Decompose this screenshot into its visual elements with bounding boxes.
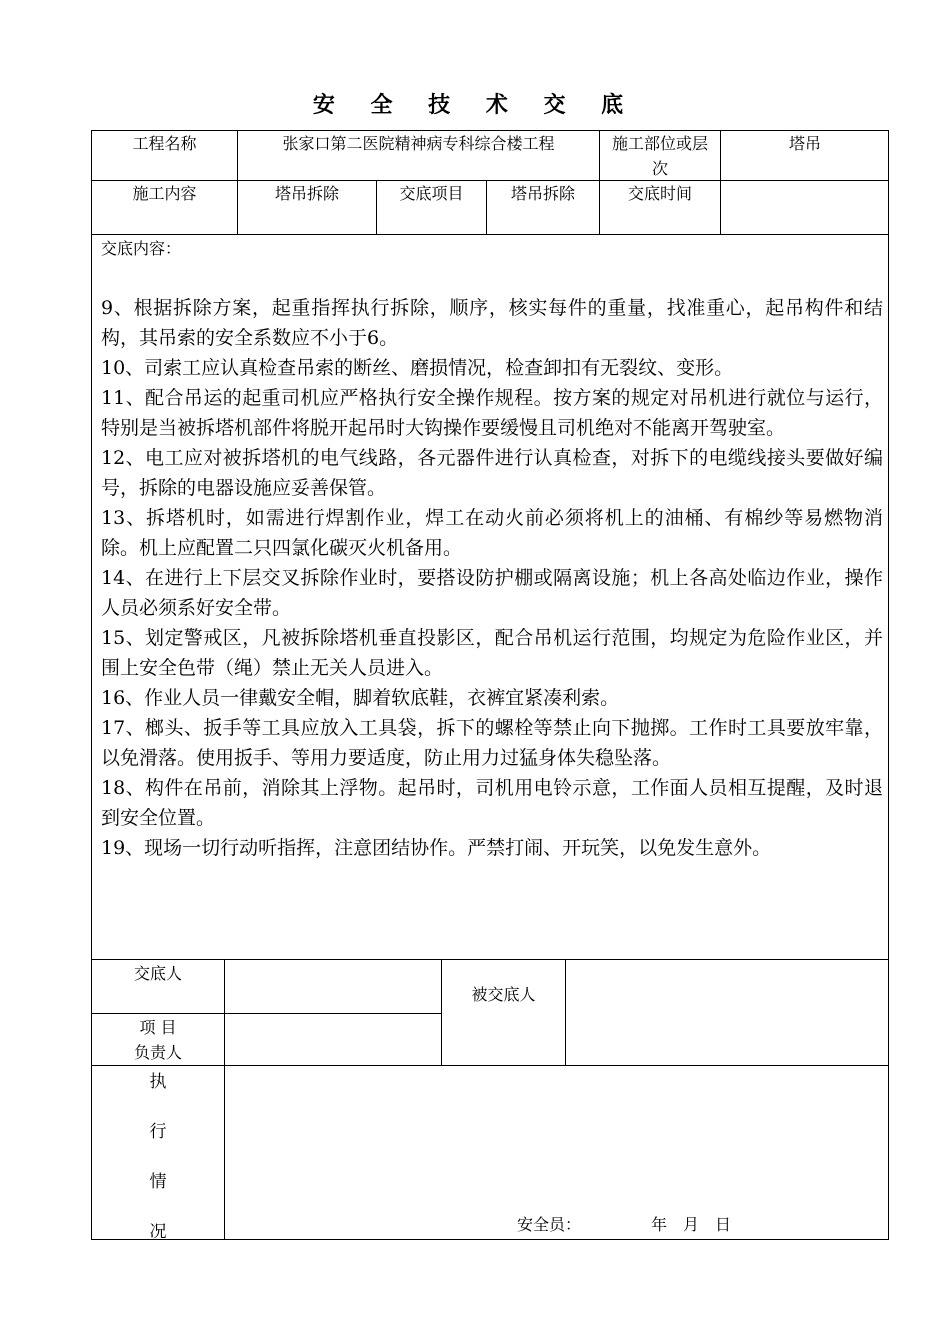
row-divider (91, 959, 889, 960)
location-label: 施工部位或层次 (611, 134, 708, 178)
document-title: 安 全 技 术 交 底 (312, 93, 638, 118)
disclosure-content (101, 293, 883, 863)
column-divider (565, 959, 566, 1065)
manager-label-line1: 项 目 (139, 1018, 177, 1037)
row-divider (91, 234, 889, 235)
recipient-label: 被交底人 (471, 985, 536, 1004)
content-item: 9、根据拆除方案，起重指挥执行拆除，顺序，核实每件的重量，找准重心，起吊构件和结构，其吊索的安全系数应不小于6。 (101, 297, 883, 349)
content-item: 16、作业人员一律戴安全帽，脚着软底鞋，衣裤宜紧凑利索。 (101, 687, 620, 709)
date-label: 年 月 日 (651, 1215, 732, 1234)
content-item: 19、现场一切行动听指挥，注意团结协作。严禁打闹、开玩笑，以免发生意外。 (101, 837, 772, 859)
content-label: 施工内容 (132, 184, 197, 203)
discloser-label: 交底人 (133, 964, 182, 983)
row-divider (91, 1013, 441, 1014)
row-divider (91, 1065, 889, 1066)
content-item: 12、电工应对被拆塔机的电气线路，各元器件进行认真检查，对拆下的电缆线接头要做好编号，拆除的电器设施应妥善保管。 (101, 447, 883, 499)
content-item: 13、拆塔机时，如需进行焊割作业，焊工在动火前必须将机上的油桶、有棉纱等易燃物消除。机上应配置二只四氯化碳灭火机备用。 (101, 507, 883, 559)
project-name-value: 张家口第二医院精神病专科综合楼工程 (282, 134, 555, 153)
content-heading: 交底内容： (101, 239, 182, 258)
item-label: 交底项目 (399, 184, 464, 203)
content-item: 18、构件在吊前，消除其上浮物。起吊时，司机用电铃示意，工作面人员相互提醒，及时退到安全位置。 (101, 777, 883, 829)
execution-label-char: 况 (149, 1222, 167, 1242)
location-value: 塔吊 (788, 134, 821, 153)
execution-label-char: 执 (149, 1072, 167, 1092)
column-divider (224, 959, 225, 1240)
project-name-label: 工程名称 (132, 134, 197, 153)
content-value: 塔吊拆除 (274, 184, 339, 203)
manager-label-line2: 负责人 (133, 1043, 182, 1062)
time-label: 交底时间 (627, 184, 692, 203)
execution-label-char: 情 (149, 1172, 167, 1192)
execution-label-char: 行 (149, 1122, 167, 1142)
content-item: 15、划定警戒区，凡被拆除塔机垂直投影区，配合吊机运行范围，均规定为危险作业区，并围上安全色带（绳）禁止无关人员进入。 (101, 627, 883, 679)
content-item: 17、榔头、扳手等工具应放入工具袋，拆下的螺栓等禁止向下抛掷。工作时工具要放牢靠，以免滑落。使用扳手、等用力要适度，防止用力过猛身体失稳坠落。 (101, 717, 883, 769)
content-item: 14、在进行上下层交叉拆除作业时，要搭设防护棚或隔离设施；机上各高处临边作业，操作人员必须系好安全带。 (101, 567, 883, 619)
content-item: 11、配合吊运的起重司机应严格执行安全操作规程。按方案的规定对吊机进行就位与运行，特别是当被拆塔机部件将脱开起吊时大钩操作要缓慢且司机绝对不能离开驾驶室。 (101, 387, 883, 439)
safety-officer-label: 安全员： (517, 1215, 582, 1234)
item-value: 塔吊拆除 (510, 184, 575, 203)
column-divider (441, 959, 442, 1065)
content-item: 10、司索工应认真检查吊索的断丝、磨损情况，检查卸扣有无裂纹、变形。 (101, 357, 734, 379)
